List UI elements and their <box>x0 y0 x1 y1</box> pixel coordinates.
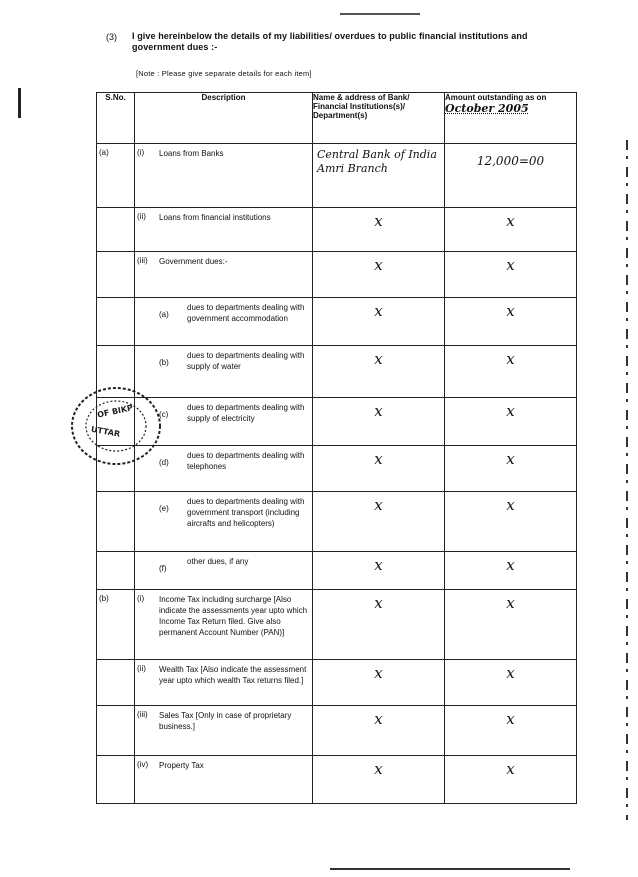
cell-amount <box>445 492 577 552</box>
subsub-item-label: (e) <box>159 504 169 513</box>
margin-mark <box>18 88 21 118</box>
cell-amount <box>445 660 577 706</box>
table-row <box>97 660 577 706</box>
intro-text: I give hereinbelow the details of my liabilities/ overdues to public financial institutions and government dues :- <box>132 31 528 52</box>
sno-label <box>97 756 134 760</box>
cell-name-address <box>313 590 445 660</box>
cell-name-address <box>313 252 445 298</box>
subsub-item-label: (c) <box>159 410 169 419</box>
sub-item-label: (iii) <box>137 256 148 265</box>
cell-description <box>135 492 313 552</box>
header-sno: S.No. <box>97 93 135 144</box>
cell-description <box>135 252 313 298</box>
cell-sno <box>97 660 135 706</box>
cell-sno <box>97 492 135 552</box>
sno-label <box>97 208 134 212</box>
table-row <box>97 252 577 298</box>
sub-item-label: (iii) <box>137 710 148 719</box>
description-text: dues to departments dealing with supply of electricity <box>187 403 305 423</box>
header-amount: Amount outstanding as on October 2005 <box>445 93 577 144</box>
cell-sno <box>97 252 135 298</box>
cell-amount <box>445 590 577 660</box>
nil-mark: x <box>374 710 383 728</box>
nil-mark: x <box>374 212 383 230</box>
nil-mark: x <box>506 302 515 320</box>
cell-sno <box>97 590 135 660</box>
cell-name-address <box>313 552 445 590</box>
cell-name-address <box>313 446 445 492</box>
bottom-rule <box>330 868 570 870</box>
item-number: (3) <box>106 32 117 42</box>
cell-description <box>135 660 313 706</box>
handwritten-date: October 2005 <box>445 102 529 115</box>
description-text: Loans from Banks <box>159 149 224 158</box>
scan-smudge <box>340 13 420 15</box>
nil-mark: x <box>374 256 383 274</box>
scan-edge-marks <box>622 140 632 820</box>
nil-mark: x <box>374 496 383 514</box>
description-text: other dues, if any <box>187 557 249 566</box>
subsub-item-label: (b) <box>159 358 169 367</box>
sub-item-label <box>137 556 159 573</box>
table-row <box>97 144 577 208</box>
description-text: dues to departments dealing with government accommodation <box>187 303 305 323</box>
nil-mark: x <box>374 450 383 468</box>
cell-name-address <box>313 346 445 398</box>
cell-description <box>135 208 313 252</box>
cell-name-address <box>313 298 445 346</box>
nil-mark: x <box>374 350 383 368</box>
cell-sno <box>97 706 135 756</box>
nil-mark: x <box>506 496 515 514</box>
sub-item-label: (i) <box>137 594 145 603</box>
cell-amount <box>445 346 577 398</box>
sno-label <box>97 298 134 302</box>
table-row <box>97 590 577 660</box>
table-row <box>97 492 577 552</box>
description-text: Loans from financial institutions <box>159 213 271 222</box>
cell-amount <box>445 446 577 492</box>
table-header-row <box>97 93 577 144</box>
sno-label: (b) <box>99 594 109 603</box>
nil-mark: x <box>374 664 383 682</box>
cell-sno <box>97 208 135 252</box>
nil-mark: x <box>506 710 515 728</box>
svg-text:OF BIKP: OF BIKP <box>96 403 134 420</box>
cell-name-address <box>313 492 445 552</box>
sub-item-label <box>137 496 159 529</box>
description-text: Property Tax <box>159 761 204 770</box>
cell-amount <box>445 398 577 446</box>
cell-description <box>135 590 313 660</box>
description-text: Government dues:- <box>159 257 228 266</box>
table-row <box>97 706 577 756</box>
sub-item-label: (ii) <box>137 664 146 673</box>
sno-label <box>97 706 134 710</box>
sub-item-label: (iv) <box>137 760 149 769</box>
cell-sno <box>97 552 135 590</box>
cell-name-address <box>313 398 445 446</box>
nil-mark: x <box>506 760 515 778</box>
description-text: dues to departments dealing with government transport (including aircrafts and helicopters) <box>187 497 305 528</box>
table-row <box>97 208 577 252</box>
cell-description <box>135 706 313 756</box>
table-row <box>97 756 577 804</box>
official-seal-stamp <box>64 378 174 476</box>
nil-mark: x <box>374 594 383 612</box>
description-text: dues to departments dealing with telephones <box>187 451 305 471</box>
sno-label <box>97 252 134 256</box>
handwritten-bank-name: Central Bank of India Amri Branch <box>317 148 437 175</box>
cell-sno <box>97 756 135 804</box>
table-row <box>97 298 577 346</box>
description-text: Wealth Tax [Also indicate the assessment year upto which wealth Tax returns filed.] <box>159 665 307 685</box>
nil-mark: x <box>506 350 515 368</box>
cell-name-address <box>313 756 445 804</box>
nil-mark: x <box>506 556 515 574</box>
cell-amount <box>445 208 577 252</box>
sno-label <box>97 552 134 556</box>
nil-mark: x <box>506 256 515 274</box>
cell-description <box>135 756 313 804</box>
nil-mark: x <box>506 594 515 612</box>
note-text: [Note : Please give separate details for each item] <box>136 69 312 78</box>
handwritten-amount: 12,000=00 <box>476 154 545 168</box>
sno-label <box>97 660 134 664</box>
nil-mark: x <box>506 450 515 468</box>
cell-amount <box>445 552 577 590</box>
sno-label <box>97 492 134 496</box>
description-text: dues to departments dealing with supply of water <box>187 351 305 371</box>
nil-mark: x <box>374 760 383 778</box>
sno-label: (a) <box>99 148 109 157</box>
description-text: Sales Tax [Only in case of proprietary business.] <box>159 711 292 731</box>
cell-name-address <box>313 706 445 756</box>
cell-description <box>135 552 313 590</box>
nil-mark: x <box>506 402 515 420</box>
sub-item-label <box>137 302 159 324</box>
cell-amount <box>445 298 577 346</box>
cell-amount <box>445 706 577 756</box>
sub-item-label <box>137 350 159 372</box>
nil-mark: x <box>506 212 515 230</box>
table-row <box>97 552 577 590</box>
svg-text:UTTAR: UTTAR <box>90 424 121 439</box>
nil-mark: x <box>374 302 383 320</box>
cell-amount <box>445 252 577 298</box>
nil-mark: x <box>374 556 383 574</box>
cell-amount <box>445 144 577 208</box>
cell-sno <box>97 144 135 208</box>
subsub-item-label: (a) <box>159 310 169 319</box>
cell-name-address <box>313 660 445 706</box>
cell-sno <box>97 298 135 346</box>
sub-item-label: (i) <box>137 148 145 157</box>
cell-name-address <box>313 144 445 208</box>
cell-amount <box>445 756 577 804</box>
cell-description <box>135 298 313 346</box>
sno-label <box>97 346 134 350</box>
description-text: Income Tax including surcharge [Also indicate the assessments year upto which Income Tax Return filed. Give also permanent Account Number (PAN)] <box>159 595 308 637</box>
header-name-address: Name & address of Bank/ Financial Institutions(s)/ Department(s) <box>313 93 445 144</box>
cell-name-address <box>313 208 445 252</box>
header-description: Description <box>135 93 313 144</box>
nil-mark: x <box>374 402 383 420</box>
subsub-item-label: (d) <box>159 458 169 467</box>
subsub-item-label: (f) <box>159 564 167 573</box>
sub-item-label: (ii) <box>137 212 146 221</box>
nil-mark: x <box>506 664 515 682</box>
cell-description <box>135 144 313 208</box>
